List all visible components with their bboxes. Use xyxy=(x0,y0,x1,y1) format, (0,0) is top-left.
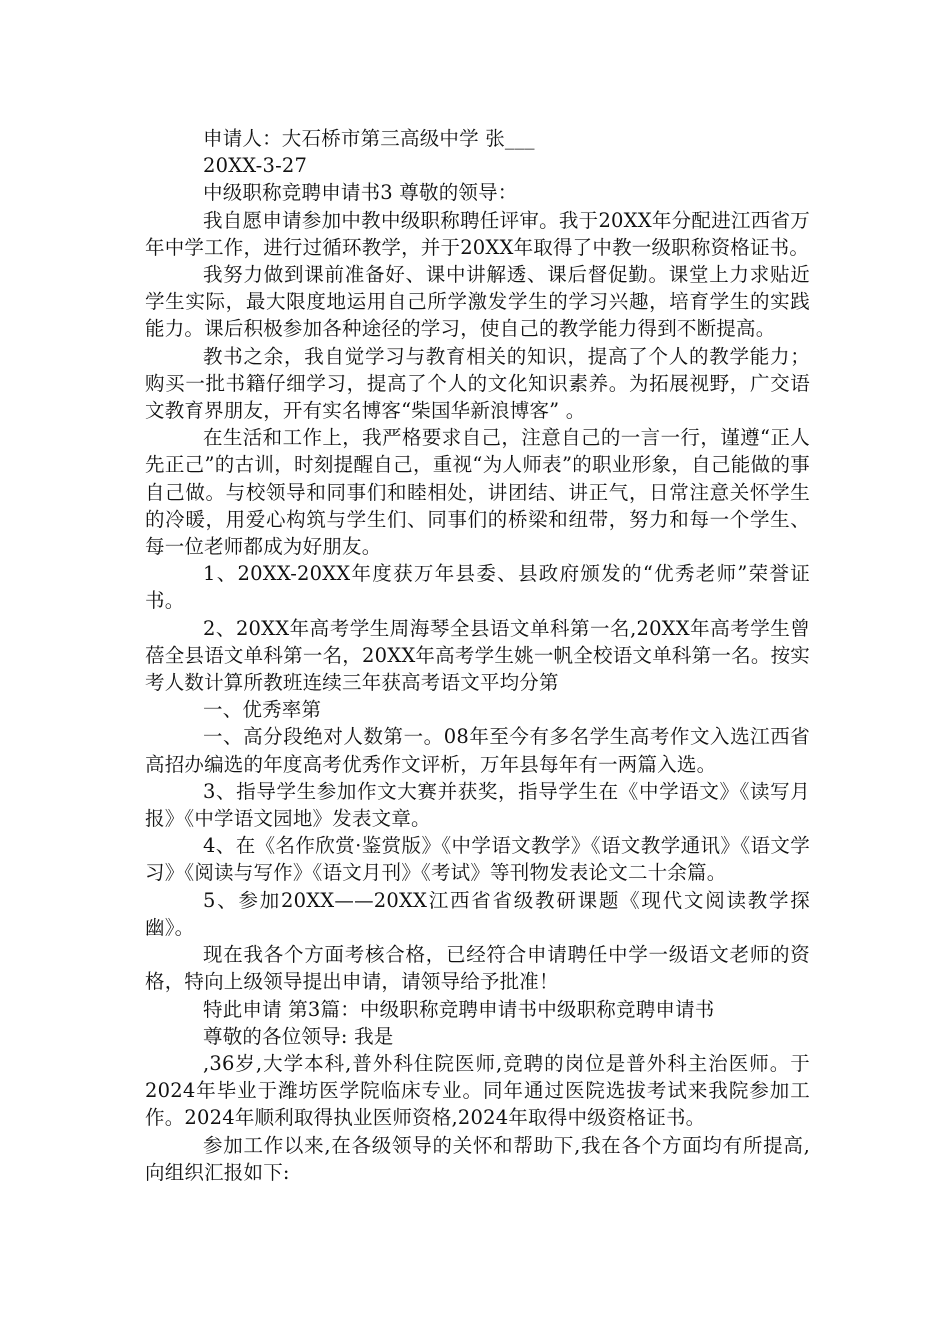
paragraph: 5、参加20XX——20XX江西省省级教研课题《现代文阅读教学探幽》。 xyxy=(145,888,810,939)
paragraph: 2、20XX年高考学生周海琴全县语文单科第一名,20XX年高考学生曾蓓全县语文单科第一名，20XX年高考学生姚一帆全校语文单科第一名。按实考人数计算所教班连续三年获高考语文平均分第 xyxy=(145,616,810,695)
applicant-line: 申请人：大石桥市第三高级中学 张___ xyxy=(203,127,535,150)
paragraph: 一、高分段绝对人数第一。08年至今有多名学生高考作文入选江西省高招办编选的年度高考优秀作文评析，万年县每年有一两篇入选。 xyxy=(145,725,810,776)
paragraph: 参加工作以来,在各级领导的关怀和帮助下,我在各个方面均有所提高,向组织汇报如下: xyxy=(145,1133,810,1184)
heading-line: 中级职称竞聘申请书3 尊敬的领导： xyxy=(203,181,518,205)
paragraph: ,36岁,大学本科,普外科住院医师,竞聘的岗位是普外科主治医师。于2024年毕业于潍坊医学院临床专业。同年通过医院选拔考试来我院参加工作。2024年顺利取得执业医师资格,2024年取得中级资格证书。 xyxy=(145,1051,810,1130)
document-page xyxy=(145,125,810,1186)
paragraph: 4、在《名作欣赏·鉴赏版》《中学语文教学》《语文教学通讯》《语文学习》《阅读与写作》《语文月刊》《考试》等刊物发表论文二十余篇。 xyxy=(145,834,810,885)
paragraph: 一、优秀率第 xyxy=(203,698,322,722)
paragraph: 在生活和工作上，我严格要求自己，注意自己的一言一行，谨遵“正人先正己”的古训，时刻提醒自己，重视“为人师表”的职业形象，自己能做的事自己做。与校领导和同事们和睦相处，讲团结、讲正气，日常注意关怀学生的冷暖，用爱心构筑与学生们、同事们的桥梁和纽带，努力和每一个学生、每一位老师都成为好朋友。 xyxy=(145,426,810,559)
paragraph: 教书之余，我自觉学习与教育相关的知识，提高了个人的教学能力；购买一批书籍仔细学习，提高了个人的文化知识素养。为拓展视野，广交语文教育界朋友，开有实名博客“柴国华新浪博客” 。 xyxy=(145,344,810,423)
paragraph: 尊敬的各位领导: 我是 xyxy=(203,1024,394,1048)
paragraph: 1、20XX-20XX年度获万年县委、县政府颁发的“优秀老师”荣誉证书。 xyxy=(145,562,810,613)
paragraph: 我努力做到课前准备好、课中讲解透、课后督促勤。课堂上力求贴近学生实际，最大限度地运用自己所学激发学生的学习兴趣，培育学生的实践能力。课后积极参加各种途径的学习，使自己的教学能力得到不断提高。 xyxy=(145,263,810,341)
paragraph: 特此申请 第3篇：中级职称竞聘申请书中级职称竞聘申请书 xyxy=(203,997,715,1021)
paragraph: 3、指导学生参加作文大赛并获奖，指导学生在《中学语文》《读写月报》《中学语文园地》发表文章。 xyxy=(145,779,810,831)
date-line: 20XX-3-27 xyxy=(203,154,308,178)
paragraph: 现在我各个方面考核合格，已经符合申请聘任中学一级语文老师的资格，特向上级领导提出申请，请领导给予批准！ xyxy=(145,943,810,994)
paragraph: 我自愿申请参加中教中级职称聘任评审。我于20XX年分配进江西省万年中学工作，进行过循环教学，并于20XX年取得了中教一级职称资格证书。 xyxy=(145,208,810,259)
